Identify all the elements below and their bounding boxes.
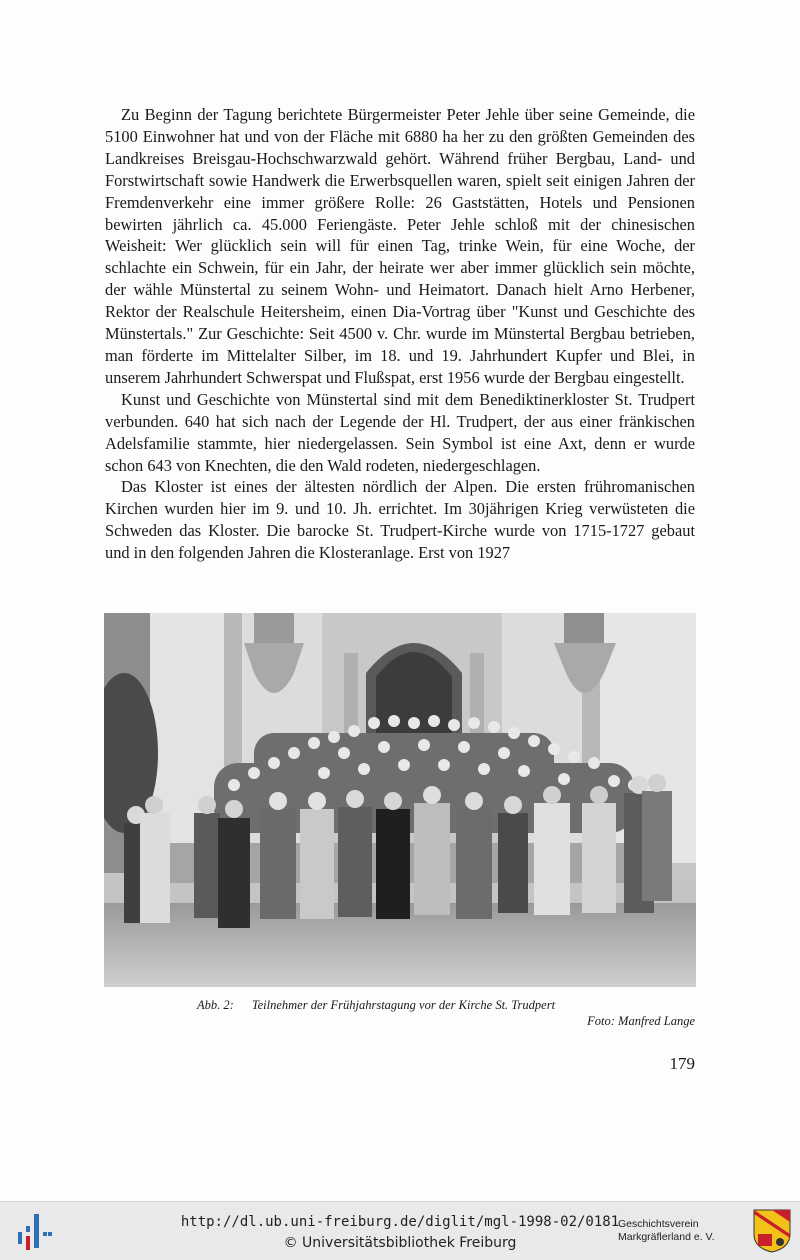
body-text bbox=[105, 104, 695, 564]
paragraph-1: Zu Beginn der Tagung berichtete Bürgermeister Peter Jehle über seine Gemeinde, die 5100 Einwohner hat und von der Fläche mit 6880 ha her zu den größten Gemeinden des Landkreises Breisgau-Hochschwarzwald gehört. Während früher Bergbau, Land- und Forstwirtschaft sowie Handwerk die Erwerbsquellen waren, spielt seit einigen Jahren der Fremdenverkehr eine immer größere Rolle: 26 Gaststätten, Hotels und Pensionen bewirten jährlich ca. 45.000 Feriengäste. Peter Jehle schloß mit der chinesischen Weisheit: Wer glücklich sein will für einen Tag, trinke Wein, für eine Woche, der schlachte ein Schwein, für ein Jahr, der heirate wer aber immer glücklich sein möchte, der wähle Münstertal zu seinem Wohn- und Heimatort. Danach hielt Arno Herbener, Rektor der Realschule Heitersheim, einen Dia-Vortrag über "Kunst und Geschichte des Münstertals." Zur Geschichte: Seit 4500 v. Chr. wurde im Münstertal Bergbau betrieben, man förderte im Mittelalter Silber, im 18. und 19. Jahrhundert Kupfer und Blei, in unserem Jahrhundert Schwerspat und Flußspat, erst 1956 wurde der Bergbau eingestellt. bbox=[105, 105, 695, 387]
society-name bbox=[618, 1218, 748, 1244]
copyright-text: © Universitätsbibliothek Freiburg bbox=[283, 1235, 517, 1251]
group-photo bbox=[104, 613, 696, 987]
church-group-photo-image bbox=[104, 613, 696, 987]
caption-line bbox=[105, 997, 695, 1013]
society-line-1: Geschichtsverein bbox=[618, 1218, 699, 1230]
society-line-2: Markgräflerland e. V. bbox=[618, 1231, 715, 1243]
source-url[interactable]: http://dl.ub.uni-freiburg.de/diglit/mgl-1998-02/0181 bbox=[180, 1214, 620, 1230]
coat-of-arms-icon bbox=[752, 1208, 792, 1254]
page-number: 179 bbox=[669, 1054, 695, 1073]
footer-bar bbox=[0, 1201, 800, 1260]
caption-text: Teilnehmer der Frühjahrstagung vor der Kirche St. Trudpert bbox=[251, 998, 556, 1012]
library-logo-icon bbox=[14, 1212, 54, 1252]
photo-credit: Foto: Manfred Lange bbox=[587, 1014, 695, 1028]
caption-label: Abb. 2: bbox=[197, 998, 234, 1012]
paragraph-2: Kunst und Geschichte von Münstertal sind mit dem Benediktinerkloster St. Trudpert verbunden. 640 hat sich nach der Legende der Hl. Trudpert, der aus einer fränkischen Adelsfamilie stammte, hier niedergelassen. Sein Symbol ist eine Axt, denn er wurde schon 643 von Knechten, die den Wald rodeten, niedergeschlagen. bbox=[105, 389, 695, 475]
paragraph-3: Das Kloster ist eines der ältesten nördlich der Alpen. Die ersten frühromanischen Kirchen wurden hier im 9. und 10. Jh. errichtet. Im 30jährigen Krieg verwüsteten die Schweden das Kloster. Die barocke St. Trudpert-Kirche wurde von 1715-1727 gebaut und in den folgenden Jahren die Klosteranlage. Erst von 1927 bbox=[105, 477, 695, 563]
photo-caption bbox=[105, 997, 695, 1029]
